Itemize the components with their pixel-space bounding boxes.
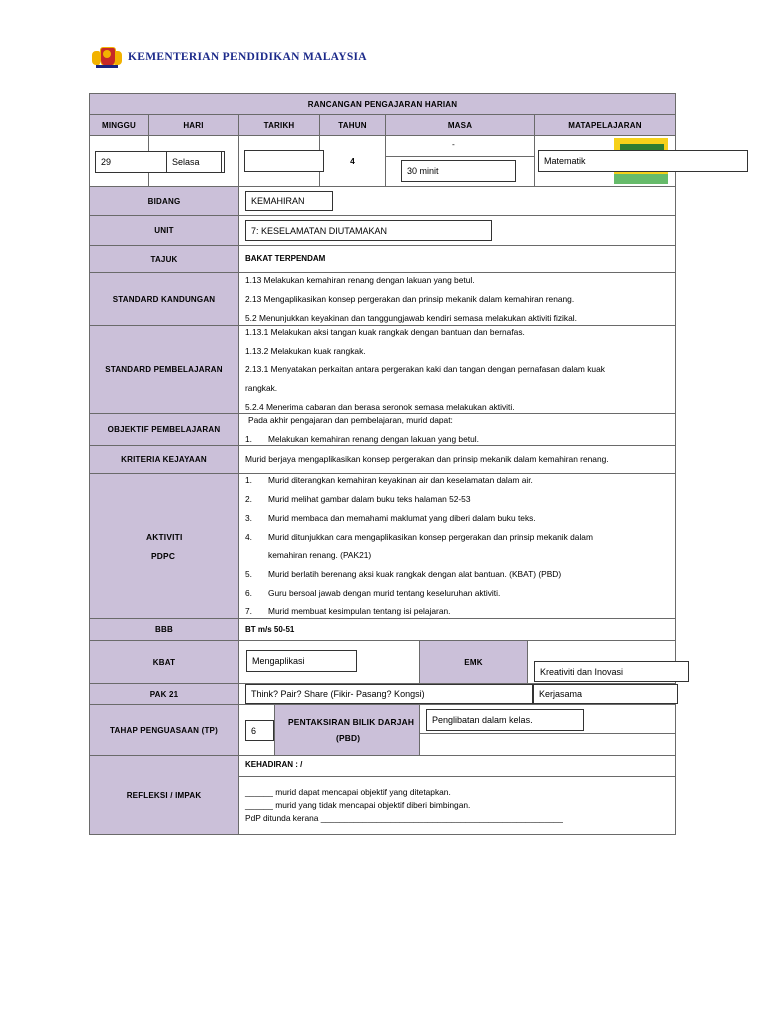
pbd-field[interactable]: Penglibatan dalam kelas. [426, 709, 584, 731]
tajuk-value: BAKAT TERPENDAM [245, 254, 326, 263]
refleksi-line-1: ______ murid dapat mencapai objektif yang ditetapkan. [245, 787, 451, 797]
cell-tahun: 4 [319, 135, 386, 187]
unit-field[interactable]: 7: KESELAMATAN DIUTAMAKAN [245, 220, 492, 241]
masa-duration-field[interactable]: 30 minit [401, 160, 516, 182]
objektif-item: Melakukan kemahiran renang dengan lakuan yang betul. [268, 434, 479, 444]
pbd-label-abbrev: (PBD) [336, 733, 361, 743]
aktiviti-item-no: 2. [245, 494, 252, 504]
pbd-label-cell [274, 704, 420, 756]
sk-line-3: 5.2 Menunjukkan keyakinan dan tanggungjawab kendiri semasa melakukan aktiviti fizikal. [245, 313, 577, 323]
emk-label: EMK [419, 640, 528, 684]
aktiviti-label: AKTIVITI [146, 532, 183, 542]
bbb-value: BT m/s 50-51 [245, 625, 295, 634]
kriteria-label: KRITERIA KEJAYAAN [89, 445, 239, 474]
aktiviti-item-no: 3. [245, 513, 252, 523]
standard-pembelajaran-label: STANDARD PEMBELAJARAN [89, 325, 239, 414]
standard-kandungan-label: STANDARD KANDUNGAN [89, 272, 239, 326]
aktiviti-item-no: 7. [245, 606, 252, 616]
tarikh-field[interactable] [244, 150, 324, 172]
aktiviti-item: Murid diterangkan kemahiran keyakinan air dan keselamatan dalam air. [268, 475, 533, 485]
ministry-crest-icon [92, 45, 122, 69]
col-tarikh: TARIKH [238, 114, 320, 136]
aktiviti-item-no: 4. [245, 532, 252, 542]
kbat-field[interactable]: Mengaplikasi [246, 650, 357, 672]
aktiviti-item: Guru bersoal jawab dengan murid tentang keseluruhan aktiviti. [268, 588, 501, 598]
col-hari: HARI [148, 114, 239, 136]
sp-line-2: 1.13.2 Melakukan kuak rangkak. [245, 346, 366, 356]
hari-field[interactable]: Selasa [166, 151, 222, 173]
refleksi-line-3: PdP ditunda kerana ____________________________________________________ [245, 813, 563, 823]
minggu-field[interactable]: 29 [95, 151, 225, 173]
aktiviti-label-cell [89, 473, 239, 619]
bidang-field[interactable]: KEMAHIRAN [245, 191, 333, 211]
tahap-label: TAHAP PENGUASAAN (TP) [89, 704, 239, 756]
pak21-field[interactable]: Think? Pair? Share (Fikir- Pasang? Kongsi) [245, 684, 533, 704]
ministry-name: KEMENTERIAN PENDIDIKAN MALAYSIA [128, 51, 367, 63]
col-tahun: TAHUN [319, 114, 386, 136]
kbat-label: KBAT [89, 640, 239, 684]
kehadiran-text: KEHADIRAN : / [245, 760, 303, 769]
tajuk-label: TAJUK [89, 245, 239, 273]
sp-line-3: 2.13.1 Menyatakan perkaitan antara pergerakan kaki dan tangan dengan pernafasan dalam kuak [245, 364, 605, 374]
refleksi-line-2: ______ murid yang tidak mencapai objektif diberi bimbingan. [245, 800, 471, 810]
pak21-field-2[interactable]: Kerjasama [533, 684, 678, 704]
unit-label: UNIT [89, 215, 239, 246]
col-minggu: MINGGU [89, 114, 149, 136]
sk-line-1: 1.13 Melakukan kemahiran renang dengan lakuan yang betul. [245, 275, 475, 285]
pdpc-label: PDPC [151, 551, 176, 561]
aktiviti-item: Murid berlatih berenang aksi kuak rangkak dengan alat bantuan. (KBAT) (PBD) [268, 569, 562, 579]
emk-field[interactable]: Kreativiti dan Inovasi [534, 661, 689, 682]
aktiviti-item: Murid membaca dan memahami maklumat yang diberi dalam buku teks. [268, 513, 536, 523]
masa-range-text: - [452, 139, 455, 149]
sp-line-1: 1.13.1 Melakukan aksi tangan kuak rangkak dengan bantuan dan bernafas. [245, 327, 525, 337]
bidang-label: BIDANG [89, 186, 239, 216]
matapelajaran-field[interactable]: Matematik [538, 150, 748, 172]
aktiviti-item-no: 5. [245, 569, 252, 579]
objektif-intro: Pada akhir pengajaran dan pembelajaran, murid dapat: [248, 415, 453, 425]
objektif-label: OBJEKTIF PEMBELAJARAN [89, 413, 239, 446]
sk-line-2: 2.13 Mengaplikasikan konsep pergerakan dan prinsip mekanik dalam kemahiran renang. [245, 294, 575, 304]
aktiviti-item-no: 6. [245, 588, 252, 598]
kriteria-value: Murid berjaya mengaplikasikan konsep pergerakan dan prinsip mekanik dalam kemahiran renang. [245, 454, 609, 464]
col-masa: MASA [385, 114, 535, 136]
refleksi-divider [238, 776, 676, 777]
ministry-header [92, 44, 367, 70]
aktiviti-item: Murid membuat kesimpulan tentang isi pelajaran. [268, 606, 451, 616]
bbb-cell [238, 618, 676, 641]
objektif-item-no: 1. [245, 434, 252, 444]
bbb-label: BBB [89, 618, 239, 641]
sp-line-5: 5.2.4 Menerima cabaran dan berasa seronok semasa melakukan aktiviti. [245, 402, 515, 412]
aktiviti-item: Murid melihat gambar dalam buku teks halaman 52-53 [268, 494, 471, 504]
aktiviti-item-continued: kemahiran renang. (PAK21) [268, 550, 372, 560]
pak21-label: PAK 21 [89, 683, 239, 705]
cell-masa-range [385, 135, 535, 157]
refleksi-label: REFLEKSI / IMPAK [89, 755, 239, 835]
aktiviti-item-no: 1. [245, 475, 252, 485]
form-title: RANCANGAN PENGAJARAN HARIAN [89, 93, 676, 115]
pbd-divider [419, 733, 676, 734]
col-matapelajaran: MATAPELAJARAN [534, 114, 676, 136]
tahap-field[interactable]: 6 [245, 720, 274, 741]
pbd-label: PENTAKSIRAN BILIK DARJAH [288, 717, 415, 727]
sp-line-4: rangkak. [245, 383, 278, 393]
aktiviti-item: Murid ditunjukkan cara mengaplikasikan konsep pergerakan dan prinsip mekanik dalam [268, 532, 593, 542]
